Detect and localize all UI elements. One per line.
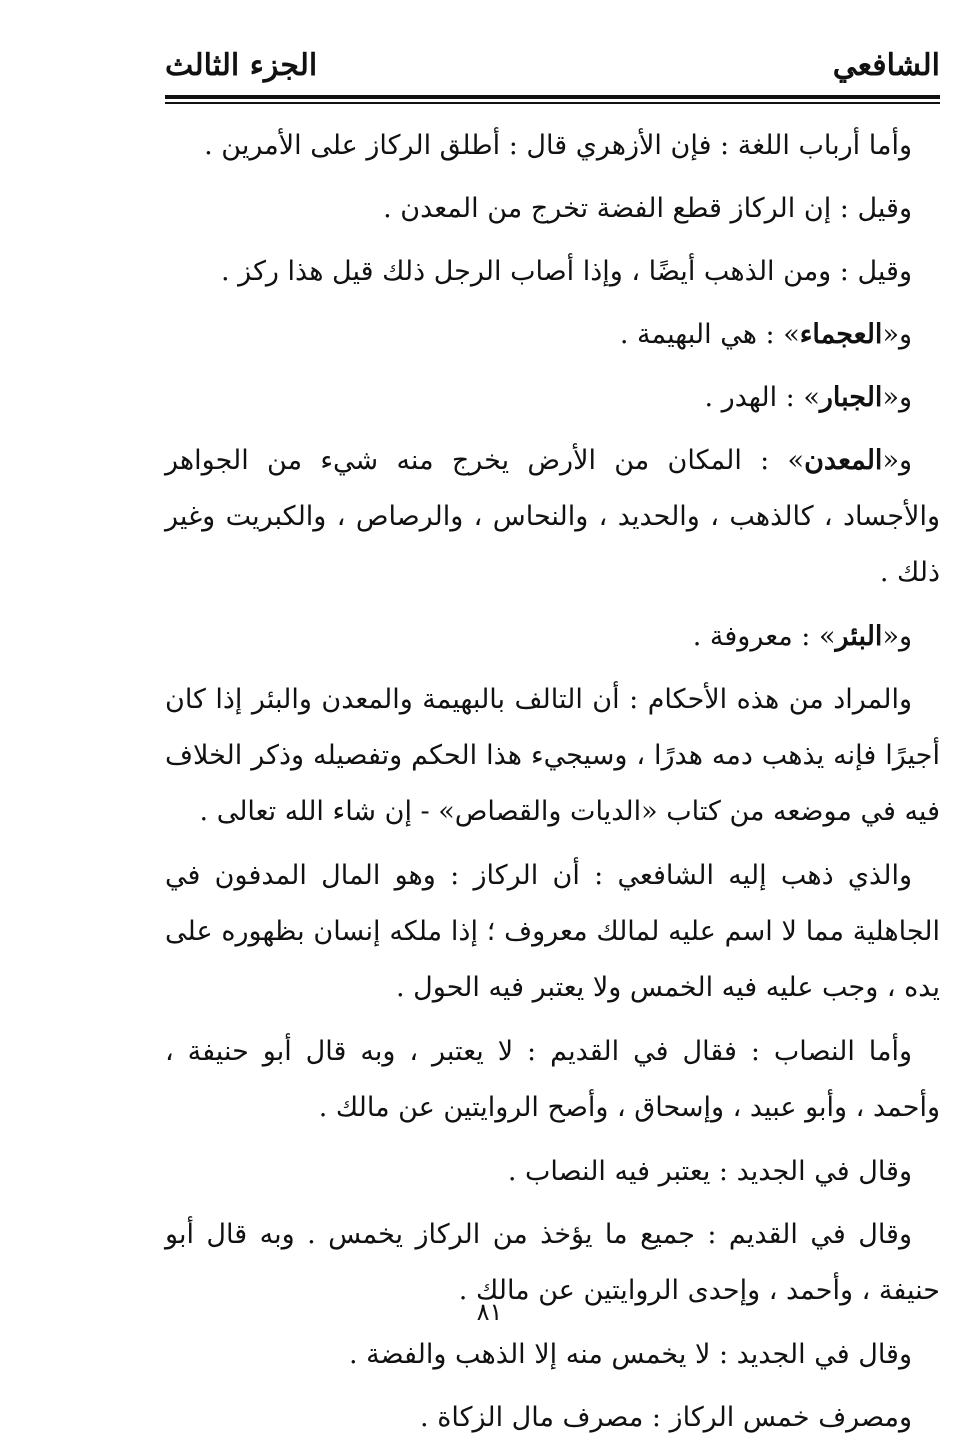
header-rule-thin (165, 102, 940, 104)
paragraph-meaning-of-rulings: والمراد من هذه الأحكام : أن التالف بالبهيمة والمعدن والبئر إذا كان أجيرًا فإنه يذهب دمه هدرًا ، وسيجيء هذا الحكم وتفصيله وذكر الخلاف فيه في موضعه من كتاب «الديات والقصاص» - إن شاء الله تعالى . (165, 684, 940, 827)
page-number: ٨١ (476, 1298, 503, 1326)
paragraph-nisab-new: وقال في الجديد : يعتبر فيه النصاب . (507, 1156, 912, 1187)
definition-term: العجماء (799, 319, 883, 350)
definition-prefix: و« (882, 319, 912, 350)
paragraph-khums-spending: ومصرف خمس الركاز : مصرف مال الزكاة . (420, 1402, 912, 1433)
definition-prefix: و« (882, 382, 912, 413)
definition-text: » : معروفة . (692, 621, 836, 652)
definition-maadin (165, 433, 940, 601)
definition-term: البئر (835, 621, 883, 652)
definition-prefix: و« (882, 621, 912, 652)
header-rule-thick (165, 95, 940, 99)
paragraph-shafii-view: والذي ذهب إليه الشافعي : أن الركاز : وهو المال المدفون في الجاهلية مما لا اسم عليه لمالك معروف ؛ إذا ملكه إنسان بظهوره على يده ، وجب عليه فيه الخمس ولا يعتبر فيه الحول . (165, 860, 940, 1003)
definition-text: » : الهدر . (704, 382, 820, 413)
page-body (165, 118, 940, 1453)
definition-term: الجبار (819, 382, 883, 413)
running-header (165, 44, 940, 94)
paragraph-gold-also: وقيل : ومن الذهب أيضًا ، وإذا أصاب الرجل ذلك قيل هذا ركز . (221, 256, 912, 287)
definition-text: » : هي البهيمة . (619, 319, 800, 350)
definition-text: » : المكان من الأرض يخرج منه شيء من الجواهر والأجساد ، كالذهب ، والحديد ، والنحاس ، والرصاص ، والكبريت وغير ذلك . (165, 445, 940, 588)
paragraph-khums-new: وقال في الجديد : لا يخمس منه إلا الذهب والفضة . (348, 1339, 912, 1370)
book-title: الشافعي (832, 48, 940, 83)
paragraph-nisab-old: وأما النصاب : فقال في القديم : لا يعتبر ، وبه قال أبو حنيفة ، وأحمد ، وأبو عبيد ، وإسحاق ، وأصح الروايتين عن مالك . (165, 1036, 940, 1123)
paragraph-khums-old: وقال في القديم : جميع ما يؤخذ من الركاز يخمس . وبه قال أبو حنيفة ، وأحمد ، وإحدى الروايتين عن مالك . (165, 1219, 940, 1306)
definition-term: المعدن (804, 445, 883, 476)
definition-jubar (165, 370, 940, 426)
paragraph-language-scholars: وأما أرباب اللغة : فإن الأزهري قال : أطلق الركاز على الأمرين . (204, 130, 912, 161)
paragraph-silver-pieces: وقيل : إن الركاز قطع الفضة تخرج من المعدن . (383, 193, 912, 224)
definition-prefix: و« (882, 445, 912, 476)
volume-label: الجزء الثالث (165, 48, 318, 83)
definition-ajmaa (165, 307, 940, 363)
definition-bir (165, 609, 940, 665)
